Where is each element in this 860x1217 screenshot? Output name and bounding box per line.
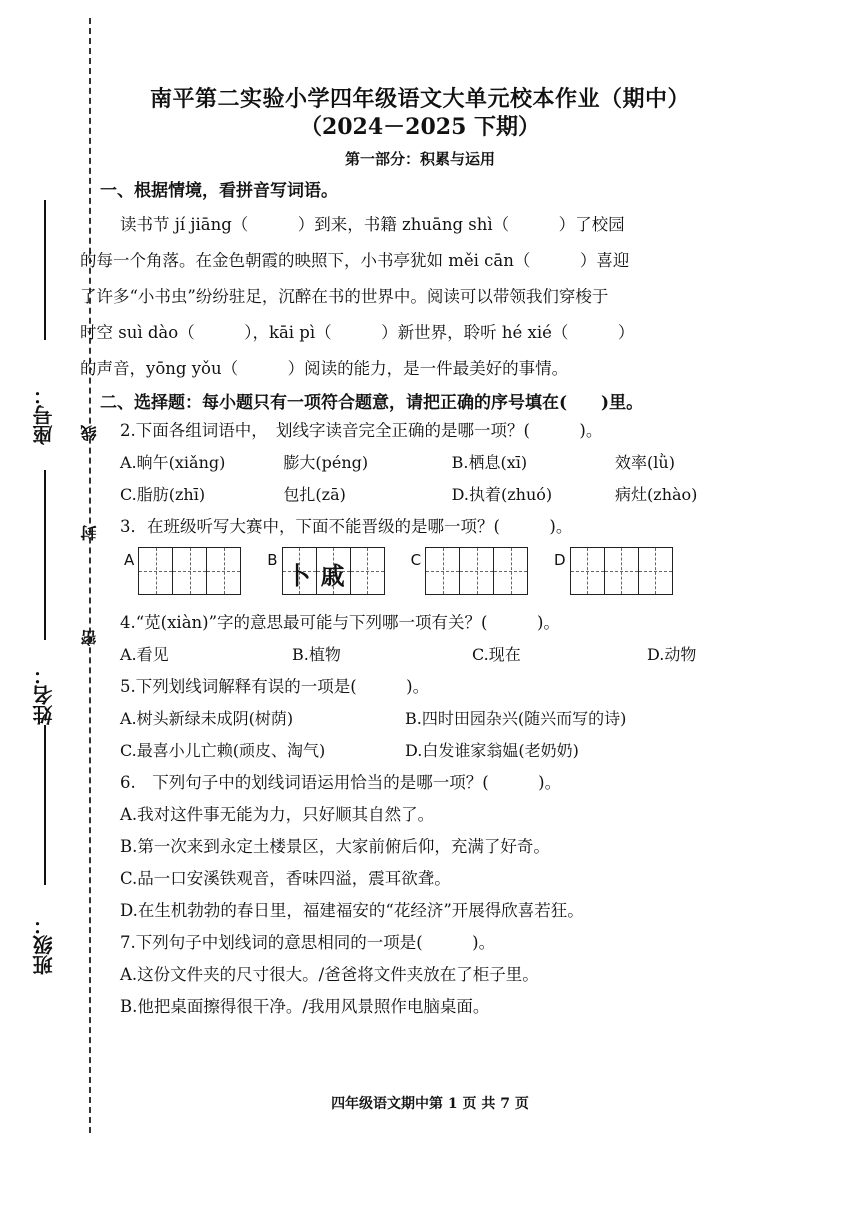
option-b: B.第一次来到永定土楼景区，大家前俯后仰，充满了好奇。 <box>120 837 550 856</box>
grid-option-b <box>267 547 384 595</box>
section-2-heading: 二、选择题：每小题只有一项符合题意，请把正确的序号填在( )里。 <box>100 393 644 413</box>
option-a: A.这份文件夹的尺寸很大。/爸爸将文件夹放在了柜子里。 <box>120 965 539 984</box>
question-4-options <box>100 639 740 671</box>
seal-char-secret: 密 <box>80 630 99 646</box>
option-a: A.树头新绿未成阴(树荫) <box>120 709 294 728</box>
exam-title: 南平第二实验小学四年级语文大单元校本作业（期中） <box>149 86 690 112</box>
question-5-options-row <box>100 735 740 767</box>
question-2-options-row <box>100 479 740 511</box>
grid-option-label: D <box>554 551 566 569</box>
option-a: A.看见 <box>120 645 169 664</box>
grid-option-d <box>554 547 673 595</box>
question-5-stem: 5.下列划线词解释有误的一项是( )。 <box>120 677 430 696</box>
passage-line: 的每一个角落。在金色朝霞的映照下，小书亭犹如 měi cān（ ）喜迎 <box>80 251 630 270</box>
option-b-word-2: 效率(lǜ) <box>615 453 675 472</box>
option-d: D.白发谁家翁媪(老奶奶) <box>405 741 579 760</box>
writing-grid <box>138 547 241 595</box>
writing-grid <box>282 547 385 595</box>
option-c-word-2: 包扎(zā) <box>283 485 346 504</box>
question-2-options-row <box>100 447 740 479</box>
student-name-blank <box>44 470 46 640</box>
option-c-word-1: C.脂肪(zhī) <box>120 485 206 504</box>
exam-term: （2024－2025 下期） <box>299 114 541 140</box>
grid-char: 戚 <box>320 561 345 590</box>
passage-line: 时空 suì dào（ ），kāi pì（ ）新世界，聆听 hé xié（ ） <box>80 323 635 342</box>
passage-line: 读书节 jí jiāng（ ）到来，书籍 zhuāng shì（ ）了校园 <box>120 215 625 234</box>
option-d-word-1: D.执着(zhuó) <box>451 485 553 504</box>
option-c: C.品一口安溪铁观音，香味四溢，震耳欲聋。 <box>120 869 451 888</box>
student-name-label: 姓名： <box>32 665 56 725</box>
seat-number-label: 座号： <box>32 385 56 445</box>
grid-option-a <box>124 547 241 595</box>
option-c: C.现在 <box>472 645 521 664</box>
question-5-options-row <box>100 703 740 735</box>
grid-option-label: C <box>410 551 422 569</box>
class-blank <box>44 725 46 885</box>
question-3-stem: 3．在班级听写大赛中，下面不能晋级的是哪一项？( )。 <box>120 517 573 536</box>
option-b-word-1: B.栖息(xī) <box>451 453 528 472</box>
option-b: B.四时田园杂兴(随兴而写的诗) <box>405 709 627 728</box>
option-d-word-2: 病灶(zhào) <box>615 485 698 504</box>
passage-line: 的声音，yōng yǒu（ ）阅读的能力，是一件最美好的事情。 <box>80 359 569 378</box>
option-d: D.在生机勃勃的春日里，福建福安的“花经济”开展得欣喜若狂。 <box>120 901 584 920</box>
option-b: B.植物 <box>292 645 341 664</box>
exam-paper <box>80 85 740 1023</box>
section-1-heading: 一、根据情境，看拼音写词语。 <box>100 181 338 201</box>
part-heading: 第一部分：积累与运用 <box>344 150 495 168</box>
writing-grid <box>570 547 673 595</box>
question-2-stem: 2.下面各组词语中， 划线字读音完全正确的是哪一项？( )。 <box>120 421 603 440</box>
seal-char-seal: 封 <box>80 525 99 541</box>
binding-dashed-line <box>89 18 91 1133</box>
option-b: B.他把桌面擦得很干净。/我用风景照作电脑桌面。 <box>120 997 490 1016</box>
question-7-stem: 7.下列句子中划线词的意思相同的一项是( )。 <box>120 933 496 952</box>
pinyin-passage <box>80 207 740 387</box>
grid-option-c <box>411 547 528 595</box>
option-a-word-2: 膨大(péng) <box>283 453 369 472</box>
option-c: C.最喜小儿亡赖(顽皮、淘气) <box>120 741 326 760</box>
option-d: D.动物 <box>647 645 697 664</box>
seal-char-line: 线 <box>80 425 99 441</box>
option-a: A.我对这件事无能为力，只好顺其自然了。 <box>120 805 435 824</box>
question-3-grid-options <box>100 547 740 601</box>
passage-line: 了许多“小书虫”纷纷驻足，沉醉在书的世界中。阅读可以带领我们穿梭于 <box>80 287 609 306</box>
grid-option-label: A <box>124 551 135 569</box>
seat-number-blank <box>44 200 46 340</box>
question-4-stem: 4.“苋(xiàn)”字的意思最可能与下列哪一项有关？( )。 <box>120 613 560 632</box>
class-label: 班级： <box>32 915 56 975</box>
grid-char: 卜 <box>286 561 311 590</box>
page-footer: 四年级语文期中第 1 页 共 7 页 <box>331 1096 529 1112</box>
writing-grid <box>425 547 528 595</box>
grid-option-label: B <box>267 551 278 569</box>
question-6-stem: 6. 下列句子中的划线词语运用恰当的是哪一项？( )。 <box>120 773 562 792</box>
option-a-word-1: A.晌午(xiǎng) <box>120 453 226 472</box>
